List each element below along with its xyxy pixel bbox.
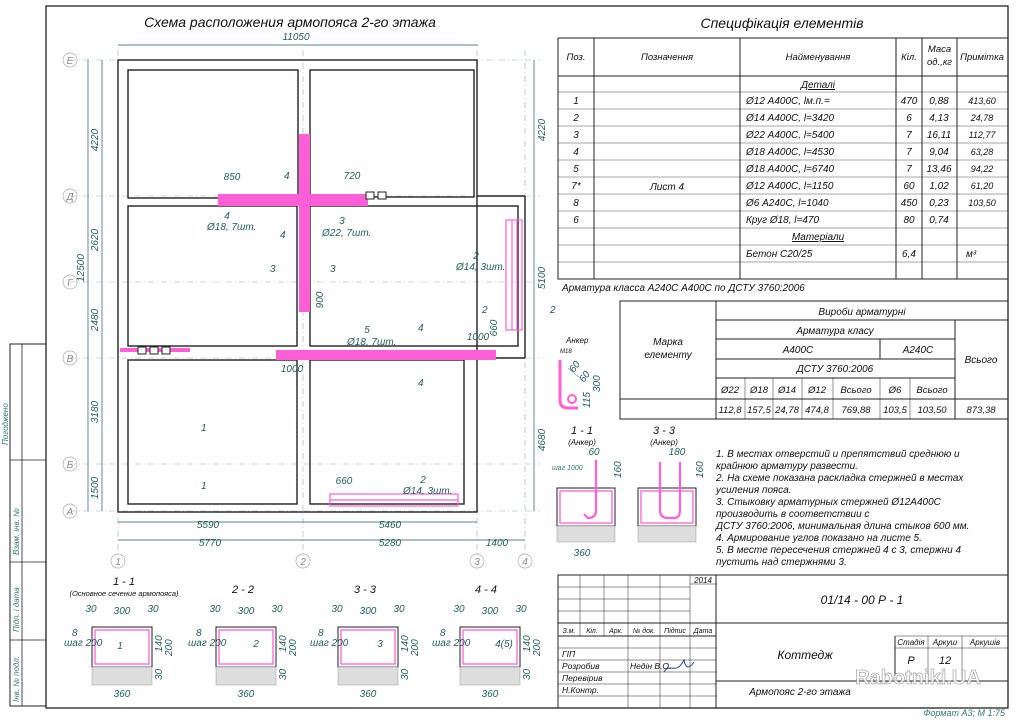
bar-note-4: Ø18, 7шт.	[207, 222, 257, 233]
vyroby-a400: А400С	[782, 345, 814, 356]
svg-text:1: 1	[117, 641, 123, 652]
bottom-inner-2: 5460	[378, 520, 402, 531]
svg-text:200: 200	[288, 639, 299, 656]
svg-text:769,88: 769,88	[841, 405, 871, 416]
stamp-sheet-title: Армопояс 2-го этажа	[749, 687, 851, 698]
anchor-detail	[560, 336, 603, 408]
left-total: 12500	[76, 254, 87, 282]
right-dim-2: 5100	[537, 266, 548, 290]
svg-text:6: 6	[906, 113, 912, 124]
svg-text:Примітка: Примітка	[960, 52, 1004, 63]
spec-group-details: Деталі	[800, 80, 836, 91]
svg-text:1: 1	[573, 96, 579, 107]
bar-note-5: Ø18, 7шт.	[347, 337, 397, 348]
svg-text:360: 360	[573, 548, 591, 559]
svg-text:160: 160	[613, 461, 624, 478]
bottom-outer-1: 5770	[198, 538, 222, 549]
svg-text:2: 2	[550, 305, 556, 316]
svg-text:2: 2	[300, 557, 306, 568]
svg-text:80: 80	[903, 215, 915, 226]
svg-text:А: А	[66, 507, 74, 518]
spec-row	[573, 198, 996, 209]
svg-text:200: 200	[532, 639, 543, 656]
spec-group-materials: Матеріали	[791, 232, 845, 243]
svg-text:7*: 7*	[571, 181, 581, 192]
svg-text:30: 30	[85, 604, 97, 615]
svg-text:5: 5	[364, 325, 370, 336]
strip-pidp: Підп. і дата	[12, 587, 21, 632]
svg-text:360: 360	[359, 689, 377, 700]
svg-text:160: 160	[695, 461, 706, 478]
svg-text:1. В местах отверстий и препят: 1. В местах отверстий и препятствий среднюю и	[716, 449, 960, 460]
sections	[64, 576, 543, 700]
spec-table	[558, 15, 1008, 279]
plan-title: Схема расположения армопояса 2-го этажа	[144, 14, 436, 30]
svg-text:4: 4	[418, 323, 424, 334]
svg-text:140: 140	[154, 635, 165, 652]
svg-text:7: 7	[906, 130, 912, 141]
svg-text:Арк.: Арк.	[609, 628, 623, 635]
svg-text:200: 200	[164, 639, 175, 656]
svg-text:8: 8	[72, 628, 78, 639]
svg-text:8: 8	[196, 628, 202, 639]
stamp-arkush: 12	[938, 655, 952, 667]
bottom-outer-3: 1400	[485, 538, 509, 549]
svg-text:Ø12: Ø12	[808, 385, 826, 396]
strip-vzam: Взам. інв. №	[12, 508, 21, 555]
section-1-1	[64, 604, 175, 700]
svg-text:24,78: 24,78	[970, 113, 994, 123]
svg-text:Всього: Всього	[840, 385, 872, 396]
svg-text:1 - 1: 1 - 1	[570, 425, 594, 437]
spec-header-mass: Маса од.,кг	[927, 44, 952, 68]
svg-text:4: 4	[284, 171, 290, 182]
stamp-stadia: Р	[907, 655, 915, 667]
left-dim-2: 2620	[90, 228, 101, 252]
svg-text:Кіл.: Кіл.	[586, 628, 598, 635]
stamp-year: 2014	[694, 576, 712, 585]
svg-text:Б: Б	[66, 460, 74, 471]
left-dim-5: 1500	[90, 476, 101, 500]
svg-text:3. Стыковку арматурных стержне: 3. Стыковку арматурных стержней Ø12А400С	[716, 497, 941, 508]
svg-text:16,11: 16,11	[926, 130, 952, 141]
small-dim-1000b: 1000	[280, 364, 304, 375]
svg-text:8: 8	[318, 628, 324, 639]
svg-text:Стадія: Стадія	[897, 638, 925, 647]
plan-total-width: 11050	[282, 32, 310, 43]
svg-text:30: 30	[278, 668, 289, 680]
svg-text:8: 8	[440, 628, 446, 639]
svg-text:Поз.: Поз.	[566, 52, 586, 63]
svg-text:30: 30	[271, 604, 283, 615]
svg-text:2 - 2: 2 - 2	[231, 584, 255, 596]
svg-text:3: 3	[270, 264, 276, 275]
svg-text:112,77: 112,77	[968, 130, 996, 140]
svg-text:30: 30	[331, 604, 343, 615]
small-dim-660b: 660	[335, 476, 353, 487]
svg-text:№ док.: № док.	[632, 628, 656, 635]
svg-text:усиления пояса.: усиления пояса.	[716, 485, 792, 496]
svg-text:30: 30	[515, 604, 527, 615]
svg-text:115: 115	[582, 392, 593, 408]
spec-concrete-qty: 6,4	[902, 249, 916, 260]
small-dim-850: 850	[223, 172, 241, 183]
svg-text:4(5): 4(5)	[495, 639, 513, 650]
svg-text:7: 7	[906, 164, 912, 175]
svg-text:0,23: 0,23	[929, 198, 949, 209]
spec-row	[571, 181, 993, 192]
anchor-label: Анкер	[566, 336, 589, 345]
axis-numbers	[111, 554, 532, 568]
svg-text:Ø18 А400С, l=6740: Ø18 А400С, l=6740	[746, 164, 835, 175]
svg-text:103,5: 103,5	[883, 405, 907, 416]
svg-text:2: 2	[473, 251, 479, 262]
small-dim-900: 900	[315, 291, 326, 309]
svg-text:Ø14: Ø14	[778, 385, 796, 396]
svg-text:60: 60	[567, 359, 583, 375]
svg-text:Ø18: Ø18	[750, 385, 768, 396]
svg-text:60: 60	[903, 181, 915, 192]
svg-text:4. Армирование углов показано: 4. Армирование углов показано на листе 5.	[716, 533, 922, 544]
format-label: Формат А3; М 1:75	[923, 708, 1005, 718]
svg-text:300: 300	[237, 606, 255, 617]
svg-text:4: 4	[280, 230, 286, 241]
svg-text:5: 5	[573, 164, 579, 175]
svg-text:140: 140	[400, 635, 411, 652]
bar-note-2a: Ø14, 3шт.	[456, 262, 506, 273]
svg-text:шаг 200: шаг 200	[432, 638, 471, 649]
svg-text:300: 300	[592, 375, 603, 392]
svg-text:Кіл.: Кіл.	[901, 52, 917, 63]
svg-text:Ø6 А240С, l=1040: Ø6 А240С, l=1040	[746, 198, 829, 209]
svg-text:140: 140	[522, 635, 533, 652]
vyroby-dstu: ДСТУ 3760:2006	[796, 364, 874, 375]
svg-text:6: 6	[573, 215, 579, 226]
svg-text:0,74: 0,74	[929, 215, 949, 226]
svg-text:9,04: 9,04	[929, 147, 949, 158]
spec-rows	[571, 96, 996, 226]
svg-text:4: 4	[522, 557, 528, 568]
svg-text:Е: Е	[66, 56, 74, 67]
svg-text:В: В	[66, 354, 74, 365]
plan	[63, 14, 556, 568]
notes	[715, 449, 969, 568]
svg-text:30: 30	[522, 668, 533, 680]
svg-text:60: 60	[577, 369, 593, 385]
svg-text:Перевірив: Перевірив	[562, 673, 603, 683]
svg-text:ДСТУ 3760:2006, минимальная дл: ДСТУ 3760:2006, минимальная длина стыков 600 мм.	[716, 521, 970, 532]
vyroby-total-label: Всього	[964, 355, 998, 366]
bar-note-2b: Ø14, 3шт.	[403, 486, 453, 497]
svg-text:200: 200	[410, 639, 421, 656]
svg-text:470: 470	[900, 96, 918, 107]
spec-concrete-unit: м³	[966, 249, 977, 260]
svg-text:шаг 1000: шаг 1000	[552, 465, 583, 472]
spec-row	[573, 96, 996, 107]
svg-text:300: 300	[359, 606, 377, 617]
small-dim-660a: 660	[489, 319, 500, 337]
svg-text:61,20: 61,20	[970, 181, 994, 191]
svg-text:1: 1	[115, 557, 121, 568]
spec-designation: Лист 4	[649, 182, 685, 193]
spec-row	[573, 215, 949, 226]
svg-text:Аркушів: Аркушів	[969, 638, 1001, 647]
svg-text:300: 300	[481, 606, 499, 617]
svg-text:пустить над стержнями 3.: пустить над стержнями 3.	[716, 557, 847, 568]
svg-text:413,60: 413,60	[968, 96, 996, 106]
left-strip	[1, 344, 46, 706]
small-dim-1000a: 1000	[466, 332, 490, 343]
svg-text:1: 1	[201, 423, 207, 434]
svg-text:94,22: 94,22	[970, 164, 994, 174]
svg-text:3: 3	[573, 130, 579, 141]
svg-text:(Основное сечение армопояса): (Основное сечение армопояса)	[69, 589, 179, 598]
svg-text:Аркуш: Аркуш	[932, 638, 958, 647]
svg-text:13,46: 13,46	[926, 164, 952, 175]
svg-text:Ø14 А400С, l=3420: Ø14 А400С, l=3420	[746, 113, 835, 124]
section-2-2	[188, 604, 299, 700]
svg-text:360: 360	[481, 689, 499, 700]
svg-text:4 - 4: 4 - 4	[474, 584, 498, 596]
strip-pogodzheno: Погоджено	[1, 403, 10, 445]
svg-text:производить в соответствии с: производить в соответствии с	[716, 509, 870, 520]
svg-text:3 - 3: 3 - 3	[652, 425, 676, 437]
svg-text:30: 30	[209, 604, 221, 615]
svg-text:103,50: 103,50	[968, 198, 996, 208]
spec-row	[573, 164, 993, 175]
svg-text:2: 2	[482, 305, 488, 316]
vyroby-table	[620, 301, 1008, 419]
svg-text:450: 450	[900, 198, 918, 209]
svg-text:4: 4	[224, 211, 230, 222]
left-dim-1: 4220	[90, 128, 101, 152]
right-dim-1: 4220	[537, 118, 548, 142]
svg-text:3 - 3: 3 - 3	[353, 584, 377, 596]
axis-letters	[63, 53, 77, 518]
svg-text:474,8: 474,8	[805, 405, 829, 416]
svg-text:180: 180	[668, 447, 686, 458]
svg-text:Позначення: Позначення	[640, 52, 694, 63]
svg-text:(Анкер): (Анкер)	[650, 438, 678, 447]
stamp-project: Коттедж	[777, 648, 833, 662]
spec-row	[572, 113, 993, 124]
reinforcement-bars	[120, 134, 522, 506]
spec-row	[573, 130, 996, 141]
svg-text:60: 60	[588, 447, 600, 458]
svg-text:300: 300	[113, 606, 131, 617]
svg-text:2: 2	[420, 475, 426, 486]
armature-note: Арматура класса А240С А400С по ДСТУ 3760:2006	[562, 283, 805, 294]
svg-text:103,50: 103,50	[917, 405, 947, 416]
svg-text:8: 8	[573, 198, 579, 209]
svg-text:4: 4	[573, 147, 579, 158]
svg-text:ГІП: ГІП	[562, 649, 576, 659]
svg-text:Круг Ø18, l=470: Круг Ø18, l=470	[746, 215, 820, 226]
bottom-inner-1: 5590	[196, 520, 220, 531]
bar-note-3: Ø22, 7шт.	[322, 228, 372, 239]
svg-text:157,5: 157,5	[747, 405, 771, 416]
svg-text:Ø18 А400С, l=4530: Ø18 А400С, l=4530	[746, 147, 835, 158]
spec-concrete-name: Бетон С20/25	[746, 249, 813, 260]
vyroby-class-header: Арматура класу	[796, 326, 874, 337]
svg-text:2. На схеме показана раскладка: 2. На схеме показана раскладка стержней в местах	[716, 473, 964, 484]
svg-text:шаг 200: шаг 200	[188, 638, 227, 649]
svg-text:24,78: 24,78	[775, 405, 799, 416]
svg-text:Ø12 А400С, lм.п.=: Ø12 А400С, lм.п.=	[746, 96, 830, 107]
stamp-code: 01/14 - 00 Р - 1	[820, 593, 904, 607]
svg-text:1,02: 1,02	[929, 181, 949, 192]
svg-text:Розробив: Розробив	[562, 661, 600, 671]
small-dim-720: 720	[343, 171, 361, 182]
anchor-section-1	[552, 425, 624, 559]
right-dim-3: 4680	[537, 428, 548, 452]
svg-text:112,8: 112,8	[718, 405, 742, 416]
anchor-rod: M18	[560, 349, 572, 355]
svg-text:Г: Г	[67, 278, 73, 289]
svg-text:2: 2	[573, 113, 579, 124]
strip-inv: Інв. № подл.	[12, 655, 21, 702]
vyroby-marka: Марка елементу	[644, 337, 692, 361]
svg-text:крайнюю арматуру развести.: крайнюю арматуру развести.	[716, 461, 858, 472]
section-3-3	[310, 604, 421, 700]
svg-text:140: 140	[278, 635, 289, 652]
svg-text:360: 360	[237, 689, 255, 700]
svg-text:3: 3	[339, 216, 345, 227]
svg-text:Підпис: Підпис	[664, 628, 686, 635]
svg-text:шаг 200: шаг 200	[310, 638, 349, 649]
svg-text:Ø22 А400С, l=5400: Ø22 А400С, l=5400	[746, 130, 835, 141]
svg-text:1: 1	[201, 481, 207, 492]
svg-text:30: 30	[393, 604, 405, 615]
svg-text:5. В месте пересечения стержне: 5. В месте пересечения стержней 4 с 3, стержни 4	[716, 545, 962, 556]
svg-text:30: 30	[147, 604, 159, 615]
vyroby-a240: А240С	[902, 345, 934, 356]
watermark: Rabotniki.UA	[855, 667, 981, 689]
spec-row	[573, 147, 993, 158]
left-dim-3: 2480	[90, 308, 101, 332]
anchor-section-3	[638, 425, 706, 542]
svg-text:З.м.: З.м.	[562, 628, 576, 635]
svg-text:Всього: Всього	[916, 385, 948, 396]
svg-text:873,38: 873,38	[966, 405, 996, 416]
svg-text:Найменування: Найменування	[785, 52, 851, 63]
svg-text:Ø6: Ø6	[888, 385, 902, 396]
svg-text:шаг 200: шаг 200	[64, 638, 103, 649]
svg-text:30: 30	[154, 668, 165, 680]
svg-text:3: 3	[330, 264, 336, 275]
svg-text:63,28: 63,28	[970, 147, 994, 157]
svg-text:Ø22: Ø22	[721, 385, 739, 396]
vyroby-title: Вироби арматурні	[818, 307, 906, 318]
svg-text:2: 2	[253, 639, 259, 650]
stamp-author: Недін В.О.	[630, 661, 672, 671]
svg-text:4: 4	[418, 378, 424, 389]
svg-text:1 - 1: 1 - 1	[112, 576, 136, 588]
spec-title: Специфікація елементів	[700, 15, 864, 31]
svg-text:30: 30	[400, 668, 411, 680]
svg-text:7: 7	[906, 147, 912, 158]
svg-text:0,88: 0,88	[929, 96, 949, 107]
svg-text:3: 3	[377, 639, 383, 650]
section-4-4	[432, 604, 543, 700]
svg-text:30: 30	[453, 604, 465, 615]
svg-text:3: 3	[474, 557, 480, 568]
left-dim-4: 3180	[90, 400, 101, 424]
svg-text:Д: Д	[66, 192, 74, 203]
svg-text:4,13: 4,13	[929, 113, 949, 124]
svg-text:Дата: Дата	[693, 628, 713, 635]
svg-text:360: 360	[113, 689, 131, 700]
svg-text:Н.Контр.: Н.Контр.	[562, 685, 599, 695]
svg-text:(Анкер): (Анкер)	[568, 438, 596, 447]
svg-text:Ø12 А400С, l=1150: Ø12 А400С, l=1150	[746, 181, 834, 192]
bottom-outer-2: 5280	[378, 538, 402, 549]
